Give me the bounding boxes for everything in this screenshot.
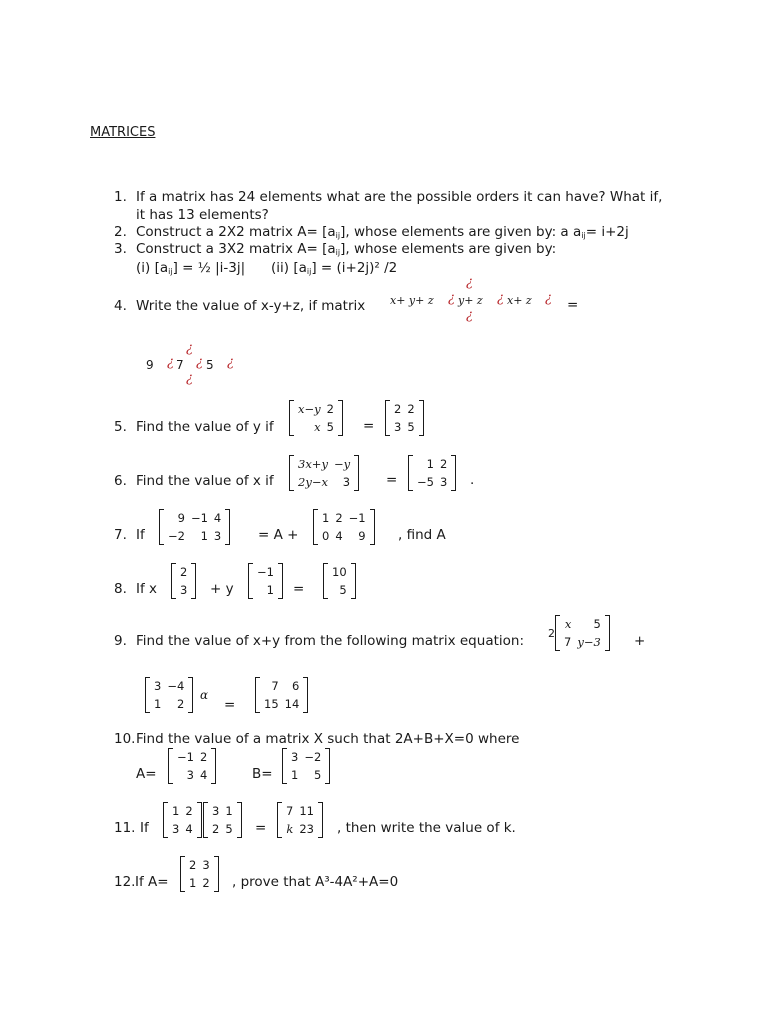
q4-nine: 9 (146, 358, 154, 372)
q12-number: 12. (114, 874, 136, 890)
q9-matrix-b (145, 677, 193, 713)
q3-part2: (ii) $[a_{ij}] = (i+2j)^2$ /2 (271, 260, 398, 276)
matrix-left-bracket (282, 748, 287, 784)
q7-end: , find A (398, 527, 446, 543)
q4-text: Write the value of x-y+z, if matrix (136, 298, 366, 314)
q6-equals: = (386, 472, 398, 488)
matrix-cell: 3 (186, 768, 194, 782)
matrix-cell: 5 (339, 583, 347, 597)
matrix-cell: 2 (189, 858, 197, 872)
matrix-left-bracket (323, 563, 328, 599)
matrix-left-bracket (180, 856, 185, 892)
q5-text: Find the value of y if (136, 419, 274, 435)
q8-number: 8. (114, 581, 127, 597)
matrix-right-bracket (318, 802, 323, 838)
matrix-cell: 7 (564, 635, 572, 649)
matrix-cell: 2 (212, 822, 220, 836)
matrix-right-bracket (338, 400, 343, 436)
matrix-cell: 2 (180, 565, 188, 579)
q2-text: Construct a 2X2 matrix $A= [a_{ij}]$, whose elements are given by: a $a_{ij}= i+2j$ (136, 224, 629, 240)
q4-glyph-h: ¿ (186, 371, 193, 386)
matrix-cell: 4 (335, 529, 343, 543)
matrix-right-bracket (351, 563, 356, 599)
matrix-cell: 2 (394, 402, 402, 416)
q4-glyph-a: ¿ (448, 291, 455, 306)
matrix-cell: −1 (177, 750, 194, 764)
matrix-left-bracket (408, 455, 413, 491)
q5-matrix-right (385, 400, 424, 436)
matrix-right-bracket (197, 802, 202, 838)
q4-glyph-j: ¿ (227, 355, 234, 370)
q1-number: 1. (114, 189, 127, 205)
matrix-cell: 14 (284, 697, 300, 711)
q4-glyph-f: ¿ (167, 355, 174, 370)
q10-number: 10. (114, 731, 136, 747)
matrix-left-bracket (171, 563, 176, 599)
matrix-cell: x (314, 420, 321, 434)
q11-number: 11. (114, 820, 136, 836)
matrix-cell: 3 (154, 679, 162, 693)
matrix-left-bracket (277, 802, 282, 838)
matrix-right-bracket (278, 563, 283, 599)
matrix-cell: 2 (407, 402, 415, 416)
matrix-cell: 1 (172, 804, 180, 818)
q5-matrix-left (289, 400, 343, 436)
matrix-cell: k (286, 822, 294, 836)
q8-matrix-b (248, 563, 283, 599)
q4-five: 5 (206, 358, 214, 372)
matrix-left-bracket (385, 400, 390, 436)
q11-matrix-c (277, 802, 323, 838)
matrix-right-bracket (237, 802, 242, 838)
q7-text: If (136, 527, 145, 543)
matrix-right-bracket (419, 400, 424, 436)
matrix-cell: −y (333, 457, 351, 471)
q7-matrix-left (159, 509, 230, 545)
matrix-cell: 5 (313, 768, 322, 782)
q6-matrix-left (289, 455, 359, 491)
matrix-cell: 1 (322, 511, 330, 525)
matrix-cell: 5 (407, 420, 415, 434)
matrix-right-bracket (191, 563, 196, 599)
matrix-cell: 9 (177, 511, 185, 525)
matrix-right-bracket (303, 677, 308, 713)
matrix-cell: 2 (335, 511, 343, 525)
q9-matrix-c (255, 677, 308, 713)
page-title: MATRICES (90, 125, 156, 140)
q12-matrix (180, 856, 219, 892)
matrix-right-bracket (188, 677, 193, 713)
matrix-cell: 4 (199, 768, 208, 782)
matrix-cell: −1 (190, 511, 208, 525)
matrix-cell: 1 (426, 457, 434, 471)
q1-line2: it has 13 elements? (136, 207, 269, 223)
q3-text: Construct a 3X2 matrix $A= [a_{ij}]$, whose elements are given by: (136, 241, 557, 257)
q4-expr3: x+ z (507, 294, 532, 307)
q1-line1: If a matrix has 24 elements what are the possible orders it can have? What if, (136, 189, 663, 205)
matrix-cell: 23 (299, 822, 314, 836)
q10-text: Find the value of a matrix X such that 2A+B+X=0 where (136, 731, 520, 747)
matrix-right-bracket (605, 615, 610, 651)
matrix-cell: 4 (185, 822, 193, 836)
matrix-cell: 2y−x (298, 475, 328, 489)
q4-expr1: x+ y+ z (390, 294, 434, 307)
matrix-cell: −4 (167, 679, 185, 693)
q9-text: Find the value of x+y from the following matrix equation: (136, 633, 524, 649)
q6-matrix-right (408, 455, 456, 491)
matrix-cell: −2 (304, 750, 322, 764)
q4-expr2: y+ z (458, 294, 483, 307)
matrix-cell: 7 (271, 679, 279, 693)
q4-glyph-g: ¿ (186, 341, 193, 356)
q11-matrix-a (163, 802, 202, 838)
q10-a-label: A= (136, 766, 157, 782)
matrix-right-bracket (211, 748, 216, 784)
q11-end: , then write the value of k. (337, 820, 516, 836)
matrix-cell: 3 (394, 420, 402, 434)
matrix-right-bracket (214, 856, 219, 892)
q11-text: If (140, 820, 149, 836)
matrix-right-bracket (370, 509, 375, 545)
matrix-cell: −1 (257, 565, 274, 579)
q7-middle: = A + (258, 527, 299, 543)
q7-matrix-right (313, 509, 375, 545)
q12-end: , prove that A³-4A²+A=0 (232, 874, 399, 890)
matrix-left-bracket (168, 748, 173, 784)
q6-text: Find the value of x if (136, 473, 274, 489)
matrix-cell: 3 (439, 475, 448, 489)
matrix-cell: 5 (326, 420, 334, 434)
q5-number: 5. (114, 419, 127, 435)
q6-period: . (470, 472, 475, 488)
matrix-left-bracket (159, 509, 164, 545)
q8-text: If x (136, 581, 158, 597)
matrix-cell: 1 (291, 768, 299, 782)
q6-number: 6. (114, 473, 127, 489)
matrix-left-bracket (289, 455, 294, 491)
q7-number: 7. (114, 527, 127, 543)
matrix-cell: 7 (286, 804, 294, 818)
q4-glyph-i: ¿ (196, 355, 203, 370)
matrix-right-bracket (325, 748, 330, 784)
matrix-cell: 4 (213, 511, 222, 525)
q8-matrix-a (171, 563, 196, 599)
matrix-cell: 2 (185, 804, 193, 818)
matrix-cell: x (564, 617, 572, 631)
q11-matrix-b (203, 802, 242, 838)
matrix-left-bracket (289, 400, 294, 436)
matrix-cell: 3 (291, 750, 299, 764)
matrix-cell: 2 (326, 402, 334, 416)
q9-number: 9. (114, 633, 127, 649)
matrix-cell: 2 (439, 457, 448, 471)
q4-glyph-d: ¿ (497, 291, 504, 306)
matrix-cell: 5 (593, 617, 601, 631)
matrix-cell: 3 (212, 804, 220, 818)
q9-two: 2 (548, 627, 555, 640)
matrix-cell: −1 (348, 511, 366, 525)
matrix-left-bracket (248, 563, 253, 599)
q3-number: 3. (114, 241, 127, 257)
matrix-left-bracket (255, 677, 260, 713)
matrix-cell: 3x+y (298, 457, 328, 471)
matrix-right-bracket (354, 455, 359, 491)
matrix-cell: 2 (199, 750, 208, 764)
matrix-cell: 1 (225, 804, 233, 818)
q4-seven: 7 (176, 358, 184, 372)
matrix-cell: 0 (322, 529, 330, 543)
q9-alpha: α (200, 688, 209, 702)
matrix-left-bracket (145, 677, 150, 713)
matrix-right-bracket (225, 509, 230, 545)
matrix-cell: y−3 (577, 635, 601, 649)
matrix-cell: 3 (180, 583, 188, 597)
matrix-cell: 3 (213, 529, 222, 543)
q10-b-label: B= (252, 766, 273, 782)
q8-equals: = (293, 581, 305, 597)
q9-plus: + (634, 633, 646, 649)
matrix-cell: 6 (291, 679, 300, 693)
matrix-cell: 2 (202, 876, 210, 890)
matrix-left-bracket (203, 802, 208, 838)
matrix-cell: 1 (154, 697, 162, 711)
matrix-right-bracket (451, 455, 456, 491)
q10-matrix-a (168, 748, 216, 784)
matrix-cell: 9 (358, 529, 366, 543)
q4-glyph-b: ¿ (466, 275, 473, 290)
q12-text: If A= (135, 874, 169, 890)
matrix-left-bracket (555, 615, 560, 651)
q4-glyph-e: ¿ (545, 291, 552, 306)
matrix-cell: 5 (225, 822, 233, 836)
matrix-cell: 2 (176, 697, 185, 711)
matrix-left-bracket (163, 802, 168, 838)
q2-number: 2. (114, 224, 127, 240)
q3-part1: (i) $[a_{ij}]$ = ½ |i-3j| (136, 260, 246, 276)
q9-matrix-a (555, 615, 610, 651)
matrix-cell: 1 (266, 583, 274, 597)
q5-equals: = (363, 418, 375, 434)
q11-equals: = (255, 820, 267, 836)
q4-glyph-c: ¿ (466, 308, 473, 323)
matrix-cell: x−y (298, 402, 321, 416)
matrix-cell: 15 (264, 697, 279, 711)
matrix-cell: 3 (202, 858, 210, 872)
matrix-cell: −5 (417, 475, 434, 489)
q4-number: 4. (114, 298, 127, 314)
q9-equals: = (224, 697, 236, 713)
matrix-cell: 11 (299, 804, 314, 818)
q8-matrix-c (323, 563, 356, 599)
matrix-cell: −2 (168, 529, 185, 543)
q8-plus: + y (210, 581, 234, 597)
q4-equals: = (567, 297, 579, 313)
matrix-cell: 1 (189, 876, 197, 890)
matrix-cell: 1 (200, 529, 208, 543)
matrix-cell: 3 (342, 475, 351, 489)
matrix-cell: 10 (332, 565, 347, 579)
matrix-cell: 3 (172, 822, 180, 836)
matrix-left-bracket (313, 509, 318, 545)
q10-matrix-b (282, 748, 330, 784)
